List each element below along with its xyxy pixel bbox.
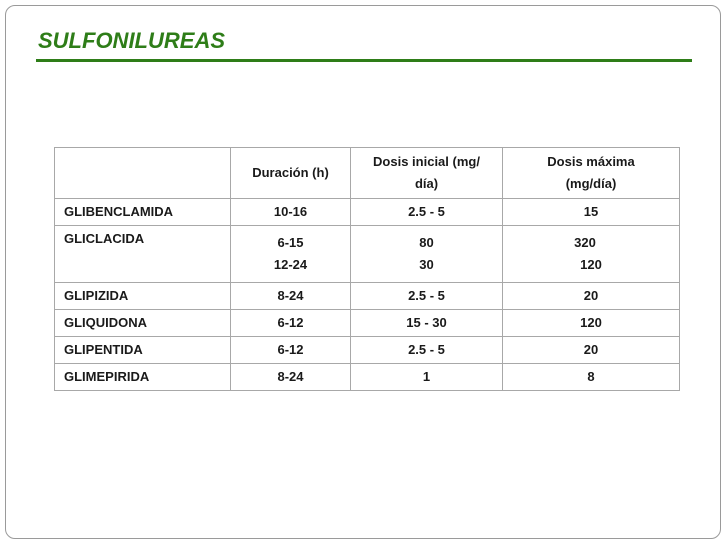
drug-name: GLIPIZIDA: [55, 283, 231, 310]
initial-dose-cell: 2.5 - 5: [351, 337, 503, 364]
header-max-dose: [503, 148, 680, 199]
max-dose-cell: 120: [503, 310, 680, 337]
max-dose-cell: [503, 226, 680, 283]
header-duration: [231, 148, 351, 199]
duration-cell: 6-12: [231, 310, 351, 337]
initial-dose-cell: 2.5 - 5: [351, 199, 503, 226]
title-underline: [36, 59, 692, 62]
duration-cell: 6-12: [231, 337, 351, 364]
initial-dose-cell: 15 - 30: [351, 310, 503, 337]
header-initial-dose-line2: día): [414, 176, 439, 191]
table-header-row: [55, 148, 680, 199]
initial-dose-value-2: 30: [419, 257, 434, 272]
initial-dose-value-1: 80: [419, 235, 434, 250]
drug-name: GLIQUIDONA: [55, 310, 231, 337]
initial-dose-cell: [351, 226, 503, 283]
sulfonylureas-table: [54, 147, 680, 391]
table-row: [55, 283, 680, 310]
header-max-dose-line1: Dosis máxima: [547, 154, 635, 169]
table-row: [55, 199, 680, 226]
table-row: [55, 310, 680, 337]
max-dose-cell: 20: [503, 283, 680, 310]
drug-name: GLIBENCLAMIDA: [55, 199, 231, 226]
max-dose-value-2: 120: [580, 257, 602, 272]
duration-cell: 8-24: [231, 283, 351, 310]
duration-cell: 8-24: [231, 364, 351, 391]
header-max-dose-line2: (mg/día): [565, 176, 617, 191]
drug-name: GLICLACIDA: [55, 226, 231, 283]
table-row: [55, 337, 680, 364]
header-drug-name: [55, 148, 231, 199]
max-dose-cell: 20: [503, 337, 680, 364]
duration-cell: [231, 226, 351, 283]
header-initial-dose: [351, 148, 503, 199]
drug-name: GLIMEPIRIDA: [55, 364, 231, 391]
drug-name: GLIPENTIDA: [55, 337, 231, 364]
slide-title: SULFONILUREAS: [38, 28, 225, 53]
table-row: [55, 364, 680, 391]
duration-value-1: 6-15: [277, 235, 304, 250]
initial-dose-cell: 1: [351, 364, 503, 391]
table-row: [55, 226, 680, 283]
header-duration-label: Duración (h): [252, 165, 329, 180]
header-initial-dose-line1: Dosis inicial (mg/: [373, 154, 480, 169]
duration-cell: 10-16: [231, 199, 351, 226]
max-dose-value-1: 320: [574, 235, 596, 250]
max-dose-cell: 15: [503, 199, 680, 226]
max-dose-cell: 8: [503, 364, 680, 391]
duration-value-2: 12-24: [273, 257, 308, 272]
initial-dose-cell: 2.5 - 5: [351, 283, 503, 310]
